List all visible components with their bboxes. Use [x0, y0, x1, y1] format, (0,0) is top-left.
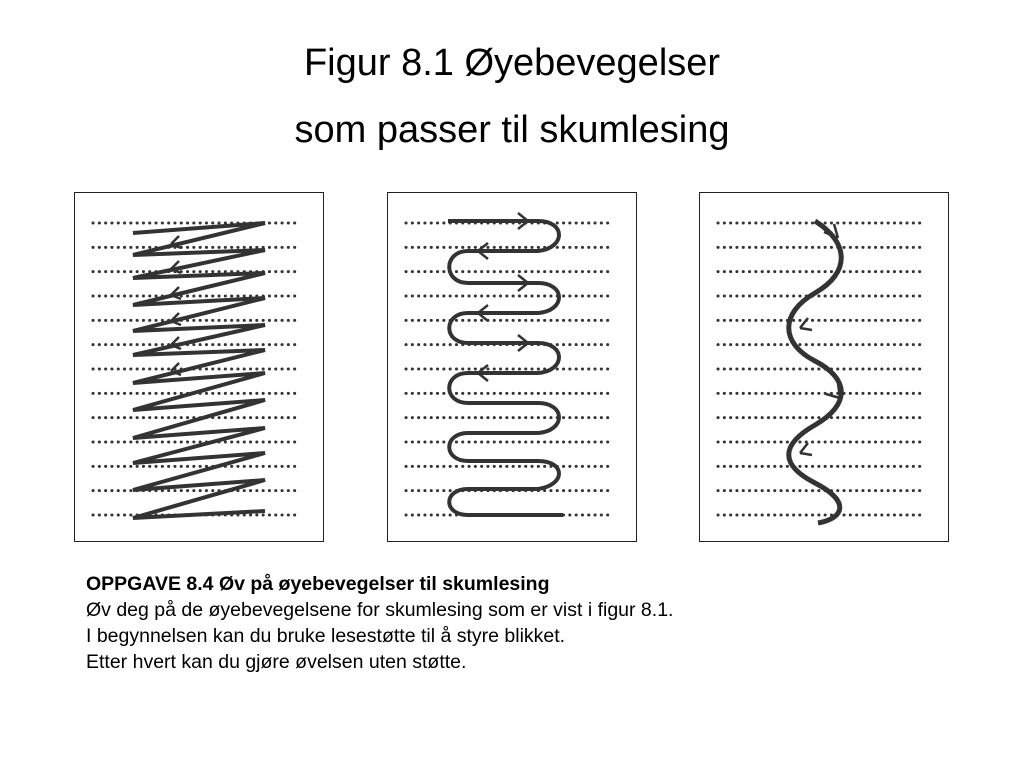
- figure-title-line-2: som passer til skumlesing: [294, 109, 730, 151]
- exercise-caption: [86, 571, 946, 675]
- zigzag-path: [133, 223, 265, 518]
- wave-diagram: [700, 193, 950, 543]
- figure-title-line-1: Figur 8.1 Øyebevegelser: [303, 42, 721, 84]
- loops-diagram: [388, 193, 638, 543]
- wave-eye-movement-panel: [699, 192, 949, 542]
- exercise-line-1: Øv deg på de øyebevegelsene for skumlesing som er vist i figur 8.1.: [86, 599, 674, 621]
- zigzag-diagram: [75, 193, 325, 543]
- exercise-heading: OPPGAVE 8.4 Øv på øyebevegelser til skumlesing: [86, 573, 550, 595]
- wave-path: [789, 221, 842, 523]
- loop-eye-movement-panel: [387, 192, 637, 542]
- dotted-text-lines: [718, 223, 922, 515]
- exercise-line-2: I begynnelsen kan du bruke lesestøtte til å styre blikket.: [86, 625, 566, 647]
- exercise-line-3: Etter hvert kan du gjøre øvelsen uten støtte.: [86, 651, 467, 673]
- dotted-text-lines: [406, 223, 610, 515]
- zigzag-eye-movement-panel: [74, 192, 324, 542]
